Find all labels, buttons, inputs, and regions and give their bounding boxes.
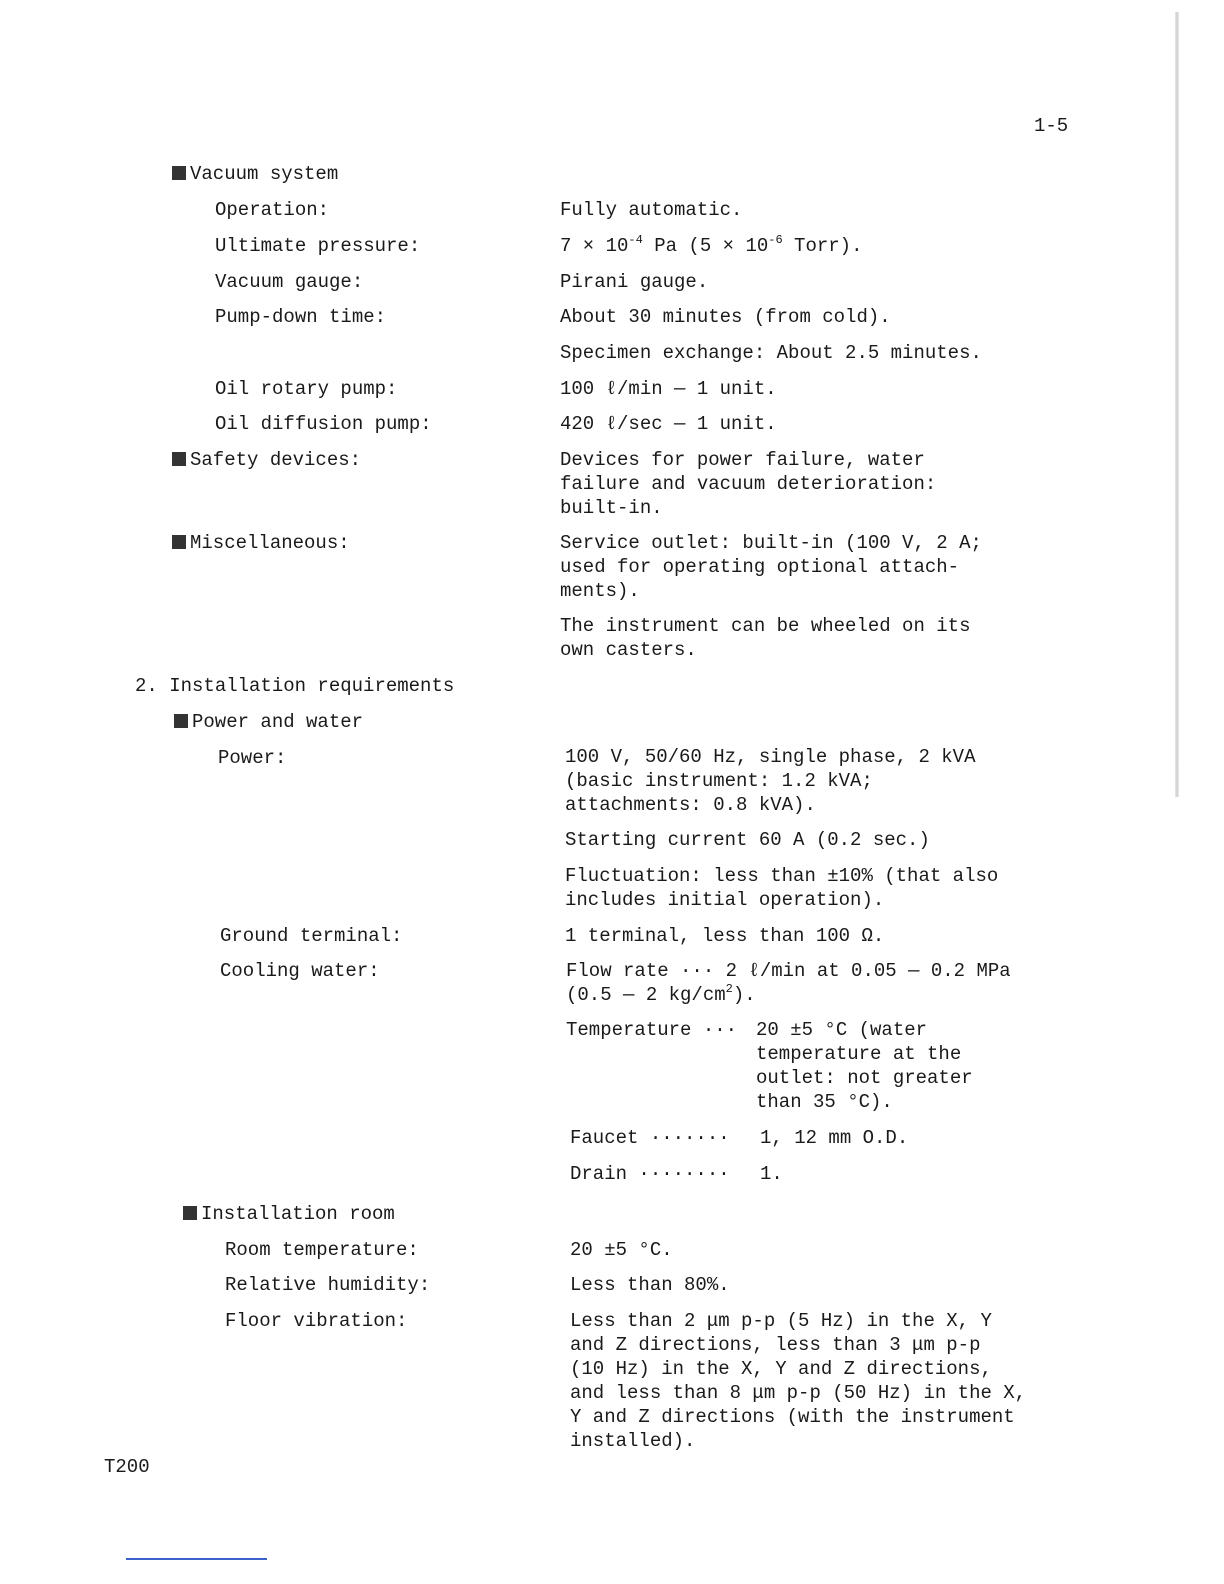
rotary-pump-value: 100 ℓ/min — 1 unit. bbox=[560, 378, 777, 400]
safety-value: Devices for power failure, water failure and vacuum deterioration: built-in. bbox=[560, 449, 937, 519]
pumpdown-value: About 30 minutes (from cold). bbox=[560, 306, 891, 328]
flow-rate-line2: (0.5 — 2 $kg/cm^2$). bbox=[566, 982, 756, 1006]
specimen-exchange: Specimen exchange: About 2.5 minutes. bbox=[560, 342, 982, 364]
temperature-value: 20 ±5 °C (water temperature at the outlet: not greater than 35 °C). bbox=[756, 1019, 973, 1113]
vibration-value: Less than 2 μm p-p (5 Hz) in the X, Y and Z directions, less than 3 μm p-p (10 Hz) in the X, Y and Z directions, and less than 8 μm p-p (50 Hz) in the X, Y and Z directions (with the instrument installed). bbox=[570, 1310, 1027, 1452]
power-label: Power: bbox=[218, 747, 287, 769]
subheading-installation-room: Installation room bbox=[183, 1202, 395, 1226]
bullet-square-icon bbox=[172, 452, 186, 466]
service-outlet: Service outlet: built-in (100 V, 2 A; used for operating optional attach- ments). bbox=[560, 532, 982, 602]
faucet-label: Faucet ······· bbox=[570, 1127, 730, 1149]
room-temperature-label: Room temperature: bbox=[225, 1239, 419, 1261]
vacuum-gauge-value: Pirani gauge. bbox=[560, 271, 709, 293]
faucet-value: 1, 12 mm O.D. bbox=[760, 1127, 909, 1149]
section-heading-safety: Safety devices: bbox=[172, 448, 361, 472]
casters-note: The instrument can be wheeled on its own casters. bbox=[560, 615, 971, 661]
rotary-pump-label: Oil rotary pump: bbox=[215, 378, 398, 400]
fluctuation: Fluctuation: less than ±10% (that also includes initial operation). bbox=[565, 865, 999, 911]
bullet-square-icon bbox=[174, 714, 188, 728]
bottom-link-underline bbox=[126, 1558, 267, 1560]
bullet-square-icon bbox=[172, 166, 186, 180]
ground-label: Ground terminal: bbox=[220, 925, 403, 947]
vacuum-gauge-label: Vacuum gauge: bbox=[215, 271, 364, 293]
drain-label: Drain ········ bbox=[570, 1163, 730, 1185]
vibration-label: Floor vibration: bbox=[225, 1310, 408, 1332]
section-heading-installation: 2. Installation requirements bbox=[135, 675, 455, 697]
starting-current: Starting current 60 A (0.2 sec.) bbox=[565, 829, 930, 851]
ultimate-pressure-label: Ultimate pressure: bbox=[215, 235, 421, 257]
page-edge-shadow bbox=[1175, 12, 1179, 797]
power-value: 100 V, 50/60 Hz, single phase, 2 kVA (basic instrument: 1.2 kVA; attachments: 0.8 kVA). bbox=[565, 746, 976, 816]
section-heading-misc: Miscellaneous: bbox=[172, 531, 350, 555]
page-number: 1-5 bbox=[1034, 115, 1069, 137]
room-temperature-value: 20 ±5 °C. bbox=[570, 1239, 673, 1261]
flow-rate-line1: Flow rate ··· 2 ℓ/min at 0.05 — 0.2 MPa bbox=[566, 960, 1011, 982]
diffusion-pump-label: Oil diffusion pump: bbox=[215, 413, 432, 435]
section-heading-vacuum: Vacuum system bbox=[172, 162, 338, 186]
bullet-square-icon bbox=[172, 535, 186, 549]
ultimate-pressure-value: $7 \times 10^{-4}$ Pa ($5 \times 10^{-6}$ Torr). bbox=[560, 233, 863, 257]
bullet-square-icon bbox=[183, 1206, 197, 1220]
cooling-water-label: Cooling water: bbox=[220, 960, 380, 982]
humidity-value: Less than 80%. bbox=[570, 1274, 730, 1296]
drain-value: 1. bbox=[760, 1163, 783, 1185]
footer-code: T200 bbox=[104, 1456, 150, 1478]
pumpdown-label: Pump-down time: bbox=[215, 306, 387, 328]
operation-label: Operation: bbox=[215, 199, 330, 221]
ground-value: 1 terminal, less than 100 Ω. bbox=[565, 925, 885, 947]
subheading-power-water: Power and water bbox=[174, 710, 363, 734]
diffusion-pump-value: 420 ℓ/sec — 1 unit. bbox=[560, 413, 777, 435]
temperature-label: Temperature ··· bbox=[566, 1019, 738, 1041]
humidity-label: Relative humidity: bbox=[225, 1274, 431, 1296]
operation-value: Fully automatic. bbox=[560, 199, 743, 221]
